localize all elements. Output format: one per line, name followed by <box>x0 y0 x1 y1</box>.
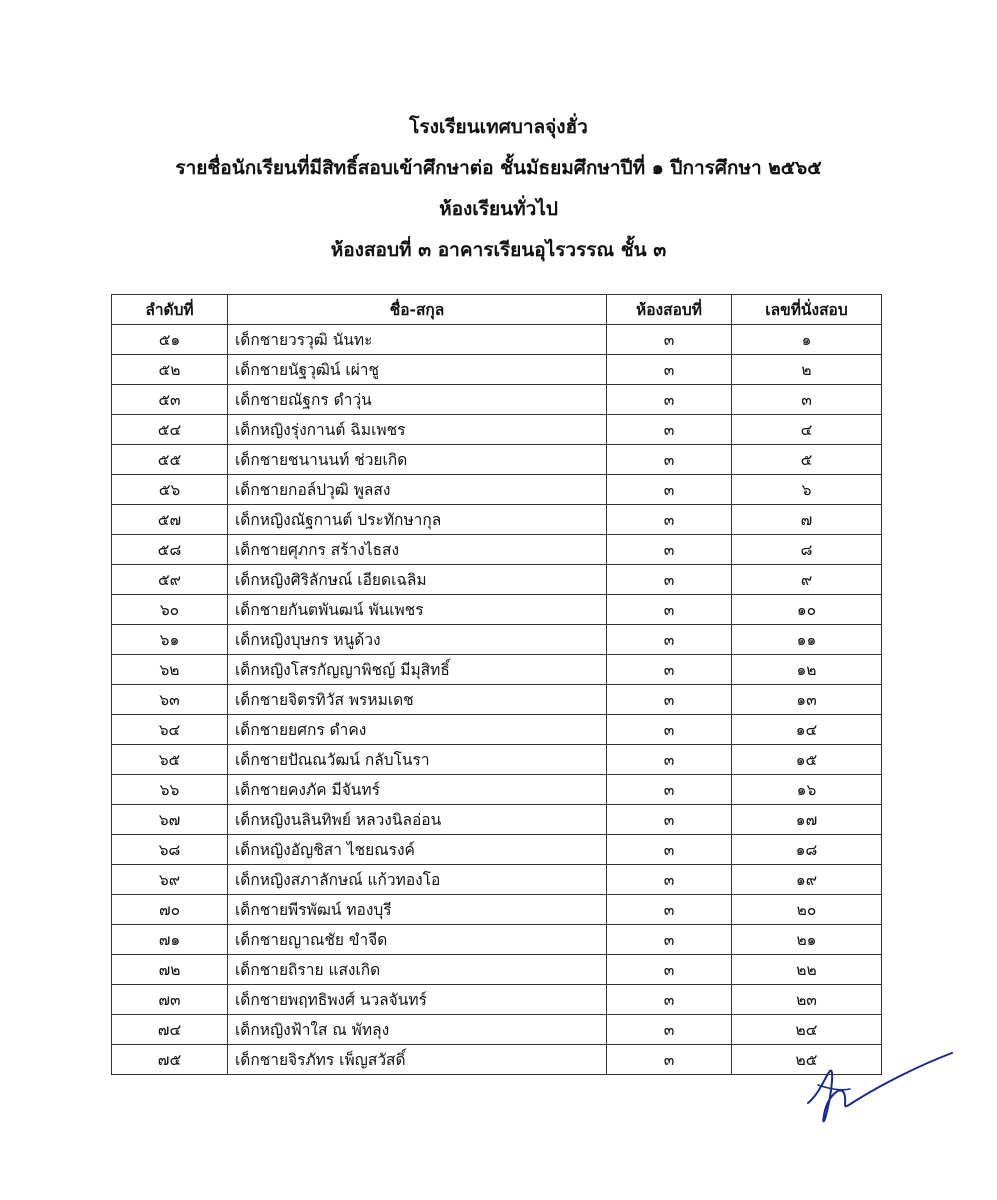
seat-cell: ๔ <box>732 415 882 445</box>
table-header-row <box>112 295 882 325</box>
name-cell: เด็กชายถิราย แสงเกิด <box>228 955 607 985</box>
signature-mark <box>800 1045 960 1130</box>
table-row <box>112 415 882 445</box>
table-row <box>112 1015 882 1045</box>
col-header-order: ลำดับที่ <box>112 295 228 325</box>
name-cell: เด็กชายพีรพัฒน์ ทองบุรี <box>228 895 607 925</box>
seat-cell: ๑๑ <box>732 625 882 655</box>
seat-cell: ๑๖ <box>732 775 882 805</box>
table-row <box>112 955 882 985</box>
room-cell: ๓ <box>607 565 732 595</box>
seat-cell: ๑๔ <box>732 715 882 745</box>
seat-cell: ๒ <box>732 355 882 385</box>
room-cell: ๓ <box>607 925 732 955</box>
name-cell: เด็กหญิงโสรกัญญาพิชญ์ มีมุสิทธิ์ <box>228 655 607 685</box>
room-cell: ๓ <box>607 1045 732 1075</box>
room-cell: ๓ <box>607 325 732 355</box>
order-cell: ๕๗ <box>112 505 228 535</box>
order-cell: ๖๐ <box>112 595 228 625</box>
seat-cell: ๙ <box>732 565 882 595</box>
order-cell: ๖๒ <box>112 655 228 685</box>
name-cell: เด็กชายจิตรทิวัส พรหมเดช <box>228 685 607 715</box>
student-roster-table <box>111 294 882 1075</box>
room-cell: ๓ <box>607 1015 732 1045</box>
table-row <box>112 685 882 715</box>
room-cell: ๓ <box>607 835 732 865</box>
order-cell: ๖๗ <box>112 805 228 835</box>
name-cell: เด็กชายญาณชัย ขำจีด <box>228 925 607 955</box>
col-header-name: ชื่อ-สกุล <box>228 295 607 325</box>
table-row <box>112 925 882 955</box>
seat-cell: ๒๒ <box>732 955 882 985</box>
exam-room-title: ห้องสอบที่ ๓ อาคารเรียนอุไรวรรณ ชั้น ๓ <box>330 239 667 261</box>
table-row <box>112 985 882 1015</box>
table-row <box>112 565 882 595</box>
seat-cell: ๘ <box>732 535 882 565</box>
room-cell: ๓ <box>607 655 732 685</box>
seat-cell: ๗ <box>732 505 882 535</box>
name-cell: เด็กชายคงภัค มีจันทร์ <box>228 775 607 805</box>
table-row <box>112 475 882 505</box>
room-cell: ๓ <box>607 715 732 745</box>
name-cell: เด็กชายณัฐกร ดำวุ่น <box>228 385 607 415</box>
room-cell: ๓ <box>607 865 732 895</box>
seat-cell: ๑๙ <box>732 865 882 895</box>
name-cell: เด็กหญิงฟ้าใส ณ พัทลุง <box>228 1015 607 1045</box>
seat-cell: ๑๓ <box>732 685 882 715</box>
name-cell: เด็กชายปัณณวัฒน์ กลับโนรา <box>228 745 607 775</box>
order-cell: ๕๓ <box>112 385 228 415</box>
room-cell: ๓ <box>607 625 732 655</box>
order-cell: ๗๓ <box>112 985 228 1015</box>
order-cell: ๗๒ <box>112 955 228 985</box>
order-cell: ๕๒ <box>112 355 228 385</box>
room-cell: ๓ <box>607 475 732 505</box>
room-cell: ๓ <box>607 805 732 835</box>
name-cell: เด็กชายชนานนท์ ช่วยเกิด <box>228 445 607 475</box>
order-cell: ๕๑ <box>112 325 228 355</box>
table-row <box>112 595 882 625</box>
table-row <box>112 895 882 925</box>
name-cell: เด็กชายนัฐวุฒิน์ เผ่าชู <box>228 355 607 385</box>
name-cell: เด็กหญิงสภาลักษณ์ แก้วทองโอ <box>228 865 607 895</box>
room-cell: ๓ <box>607 955 732 985</box>
col-header-seat: เลขที่นั่งสอบ <box>732 295 882 325</box>
table-row <box>112 385 882 415</box>
order-cell: ๕๔ <box>112 415 228 445</box>
seat-cell: ๒๔ <box>732 1015 882 1045</box>
table-row <box>112 745 882 775</box>
name-cell: เด็กหญิงณัฐกานต์ ประทักษากุล <box>228 505 607 535</box>
room-cell: ๓ <box>607 775 732 805</box>
seat-cell: ๑๗ <box>732 805 882 835</box>
seat-cell: ๑๘ <box>732 835 882 865</box>
order-cell: ๕๖ <box>112 475 228 505</box>
room-cell: ๓ <box>607 505 732 535</box>
document-subtitle: รายชื่อนักเรียนที่มีสิทธิ์สอบเข้าศึกษาต่อ ชั้นมัธยมศึกษาปีที่ ๑ ปีการศึกษา ๒๕๖๕ <box>175 157 822 179</box>
seat-cell: ๕ <box>732 445 882 475</box>
name-cell: เด็กชายวรวุฒิ นันทะ <box>228 325 607 355</box>
room-cell: ๓ <box>607 385 732 415</box>
room-cell: ๓ <box>607 595 732 625</box>
seat-cell: ๑๕ <box>732 745 882 775</box>
order-cell: ๗๑ <box>112 925 228 955</box>
name-cell: เด็กชายศุภกร สร้างไธสง <box>228 535 607 565</box>
table-row <box>112 835 882 865</box>
seat-cell: ๒๕ <box>732 1045 882 1075</box>
table-row <box>112 445 882 475</box>
order-cell: ๗๕ <box>112 1045 228 1075</box>
table-row <box>112 655 882 685</box>
name-cell: เด็กหญิงอัญชิสา ไชยณรงค์ <box>228 835 607 865</box>
name-cell: เด็กชายยศกร ดำคง <box>228 715 607 745</box>
classroom-type: ห้องเรียนทั่วไป <box>439 198 558 220</box>
table-row <box>112 805 882 835</box>
seat-cell: ๖ <box>732 475 882 505</box>
table-row <box>112 505 882 535</box>
seat-cell: ๑๒ <box>732 655 882 685</box>
order-cell: ๗๔ <box>112 1015 228 1045</box>
room-cell: ๓ <box>607 685 732 715</box>
room-cell: ๓ <box>607 745 732 775</box>
order-cell: ๖๓ <box>112 685 228 715</box>
order-cell: ๕๕ <box>112 445 228 475</box>
name-cell: เด็กชายพฤทธิพงศ์ นวลจันทร์ <box>228 985 607 1015</box>
seat-cell: ๒๐ <box>732 895 882 925</box>
room-cell: ๓ <box>607 415 732 445</box>
seat-cell: ๑ <box>732 325 882 355</box>
table-row <box>112 1045 882 1075</box>
seat-cell: ๒๓ <box>732 985 882 1015</box>
order-cell: ๖๕ <box>112 745 228 775</box>
order-cell: ๖๙ <box>112 865 228 895</box>
col-header-room: ห้องสอบที่ <box>607 295 732 325</box>
name-cell: เด็กหญิงศิริลักษณ์ เอียดเฉลิม <box>228 565 607 595</box>
room-cell: ๓ <box>607 445 732 475</box>
document-header <box>0 118 997 282</box>
order-cell: ๕๘ <box>112 535 228 565</box>
table-row <box>112 775 882 805</box>
order-cell: ๖๔ <box>112 715 228 745</box>
room-cell: ๓ <box>607 985 732 1015</box>
order-cell: ๖๑ <box>112 625 228 655</box>
table-row <box>112 715 882 745</box>
seat-cell: ๓ <box>732 385 882 415</box>
order-cell: ๗๐ <box>112 895 228 925</box>
table-row <box>112 535 882 565</box>
name-cell: เด็กหญิงนลินทิพย์ หลวงนิลอ่อน <box>228 805 607 835</box>
name-cell: เด็กชายกอล์ปวุฒิ พูลสง <box>228 475 607 505</box>
table-row <box>112 355 882 385</box>
table-body <box>112 325 882 1075</box>
order-cell: ๖๖ <box>112 775 228 805</box>
room-cell: ๓ <box>607 355 732 385</box>
order-cell: ๕๙ <box>112 565 228 595</box>
seat-cell: ๑๐ <box>732 595 882 625</box>
name-cell: เด็กหญิงรุ่งกานต์ ฉิมเพชร <box>228 415 607 445</box>
room-cell: ๓ <box>607 895 732 925</box>
name-cell: เด็กหญิงบุษกร หนูด้วง <box>228 625 607 655</box>
table-row <box>112 325 882 355</box>
table-row <box>112 865 882 895</box>
name-cell: เด็กชายจิรภัทร เพ็ญสวัสดิ์ <box>228 1045 607 1075</box>
room-cell: ๓ <box>607 535 732 565</box>
school-name: โรงเรียนเทศบาลจุ่งฮั่ว <box>409 116 588 138</box>
seat-cell: ๒๑ <box>732 925 882 955</box>
table-row <box>112 625 882 655</box>
order-cell: ๖๘ <box>112 835 228 865</box>
name-cell: เด็กชายกันตพันฒน์ พันเพชร <box>228 595 607 625</box>
